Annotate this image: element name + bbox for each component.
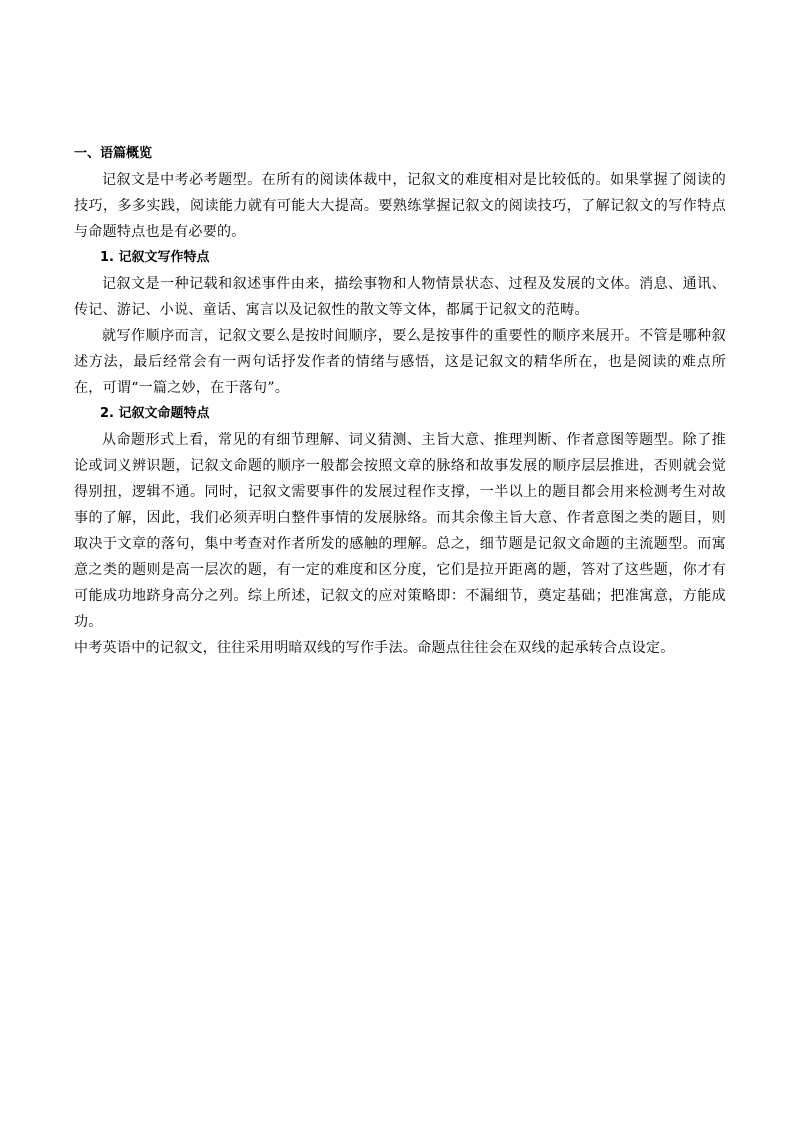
section-title: 一、语篇概览 — [74, 146, 153, 161]
writing-features-paragraph-2: 就写作顺序而言，记叙文要么是按时间顺序，要么是按事件的重要性的顺序来展开。不管是哪种叙述方法，最后经常会有一两句话抒发作者的情绪与感悟，这是记叙文的精华所在，也是阅读的难点所在，可谓“一篇之妙，在于落句”。 — [74, 328, 726, 396]
document-body — [74, 141, 726, 661]
question-features-paragraph: 从命题形式上看，常见的有细节理解、词义猜测、主旨大意、推理判断、作者意图等题型。除了推论或词义辨识题，记叙文命题的顺序一般都会按照文章的脉络和故事发展的顺序层层推进，否则就会觉得别扭，逻辑不通。同时，记叙文需要事件的发展过程作支撑，一半以上的题目都会用来检测考生对故事的了解，因此，我们必须弄明白整件事情的发展脉络。而其余像主旨大意、作者意图之类的题目，则取决于文章的落句，集中考查对作者所发的感触的理解。总之，细节题是记叙文命题的主流题型。而寓意之类的题则是高一层次的题，有一定的难度和区分度，它们是拉开距离的题，答对了这些题，你才有可能成功地跻身高分之列。综上所述，记叙文的应对策略即：不漏细节，奠定基础；把准寓意，方能成功。 — [74, 432, 726, 630]
writing-features-paragraph-1: 记叙文是一种记载和叙述事件由来，描绘事物和人物情景状态、过程及发展的文体。消息、通讯、传记、游记、小说、童话、寓言以及记叙性的散文等文体，都属于记叙文的范畴。 — [74, 276, 726, 318]
intro-paragraph: 记叙文是中考必考题型。在所有的阅读体裁中，记叙文的难度相对是比较低的。如果掌握了阅读的技巧，多多实践，阅读能力就有可能大大提高。要熟练掌握记叙文的阅读技巧，了解记叙文的写作特点与命题特点也是有必要的。 — [74, 172, 726, 240]
subsection-title-writing-features: 1. 记叙文写作特点 — [100, 250, 210, 265]
closing-paragraph: 中考英语中的记叙文，往往采用明暗双线的写作手法。命题点往往会在双线的起承转合点设定。 — [74, 640, 675, 656]
subsection-title-question-features: 2. 记叙文命题特点 — [100, 406, 210, 421]
